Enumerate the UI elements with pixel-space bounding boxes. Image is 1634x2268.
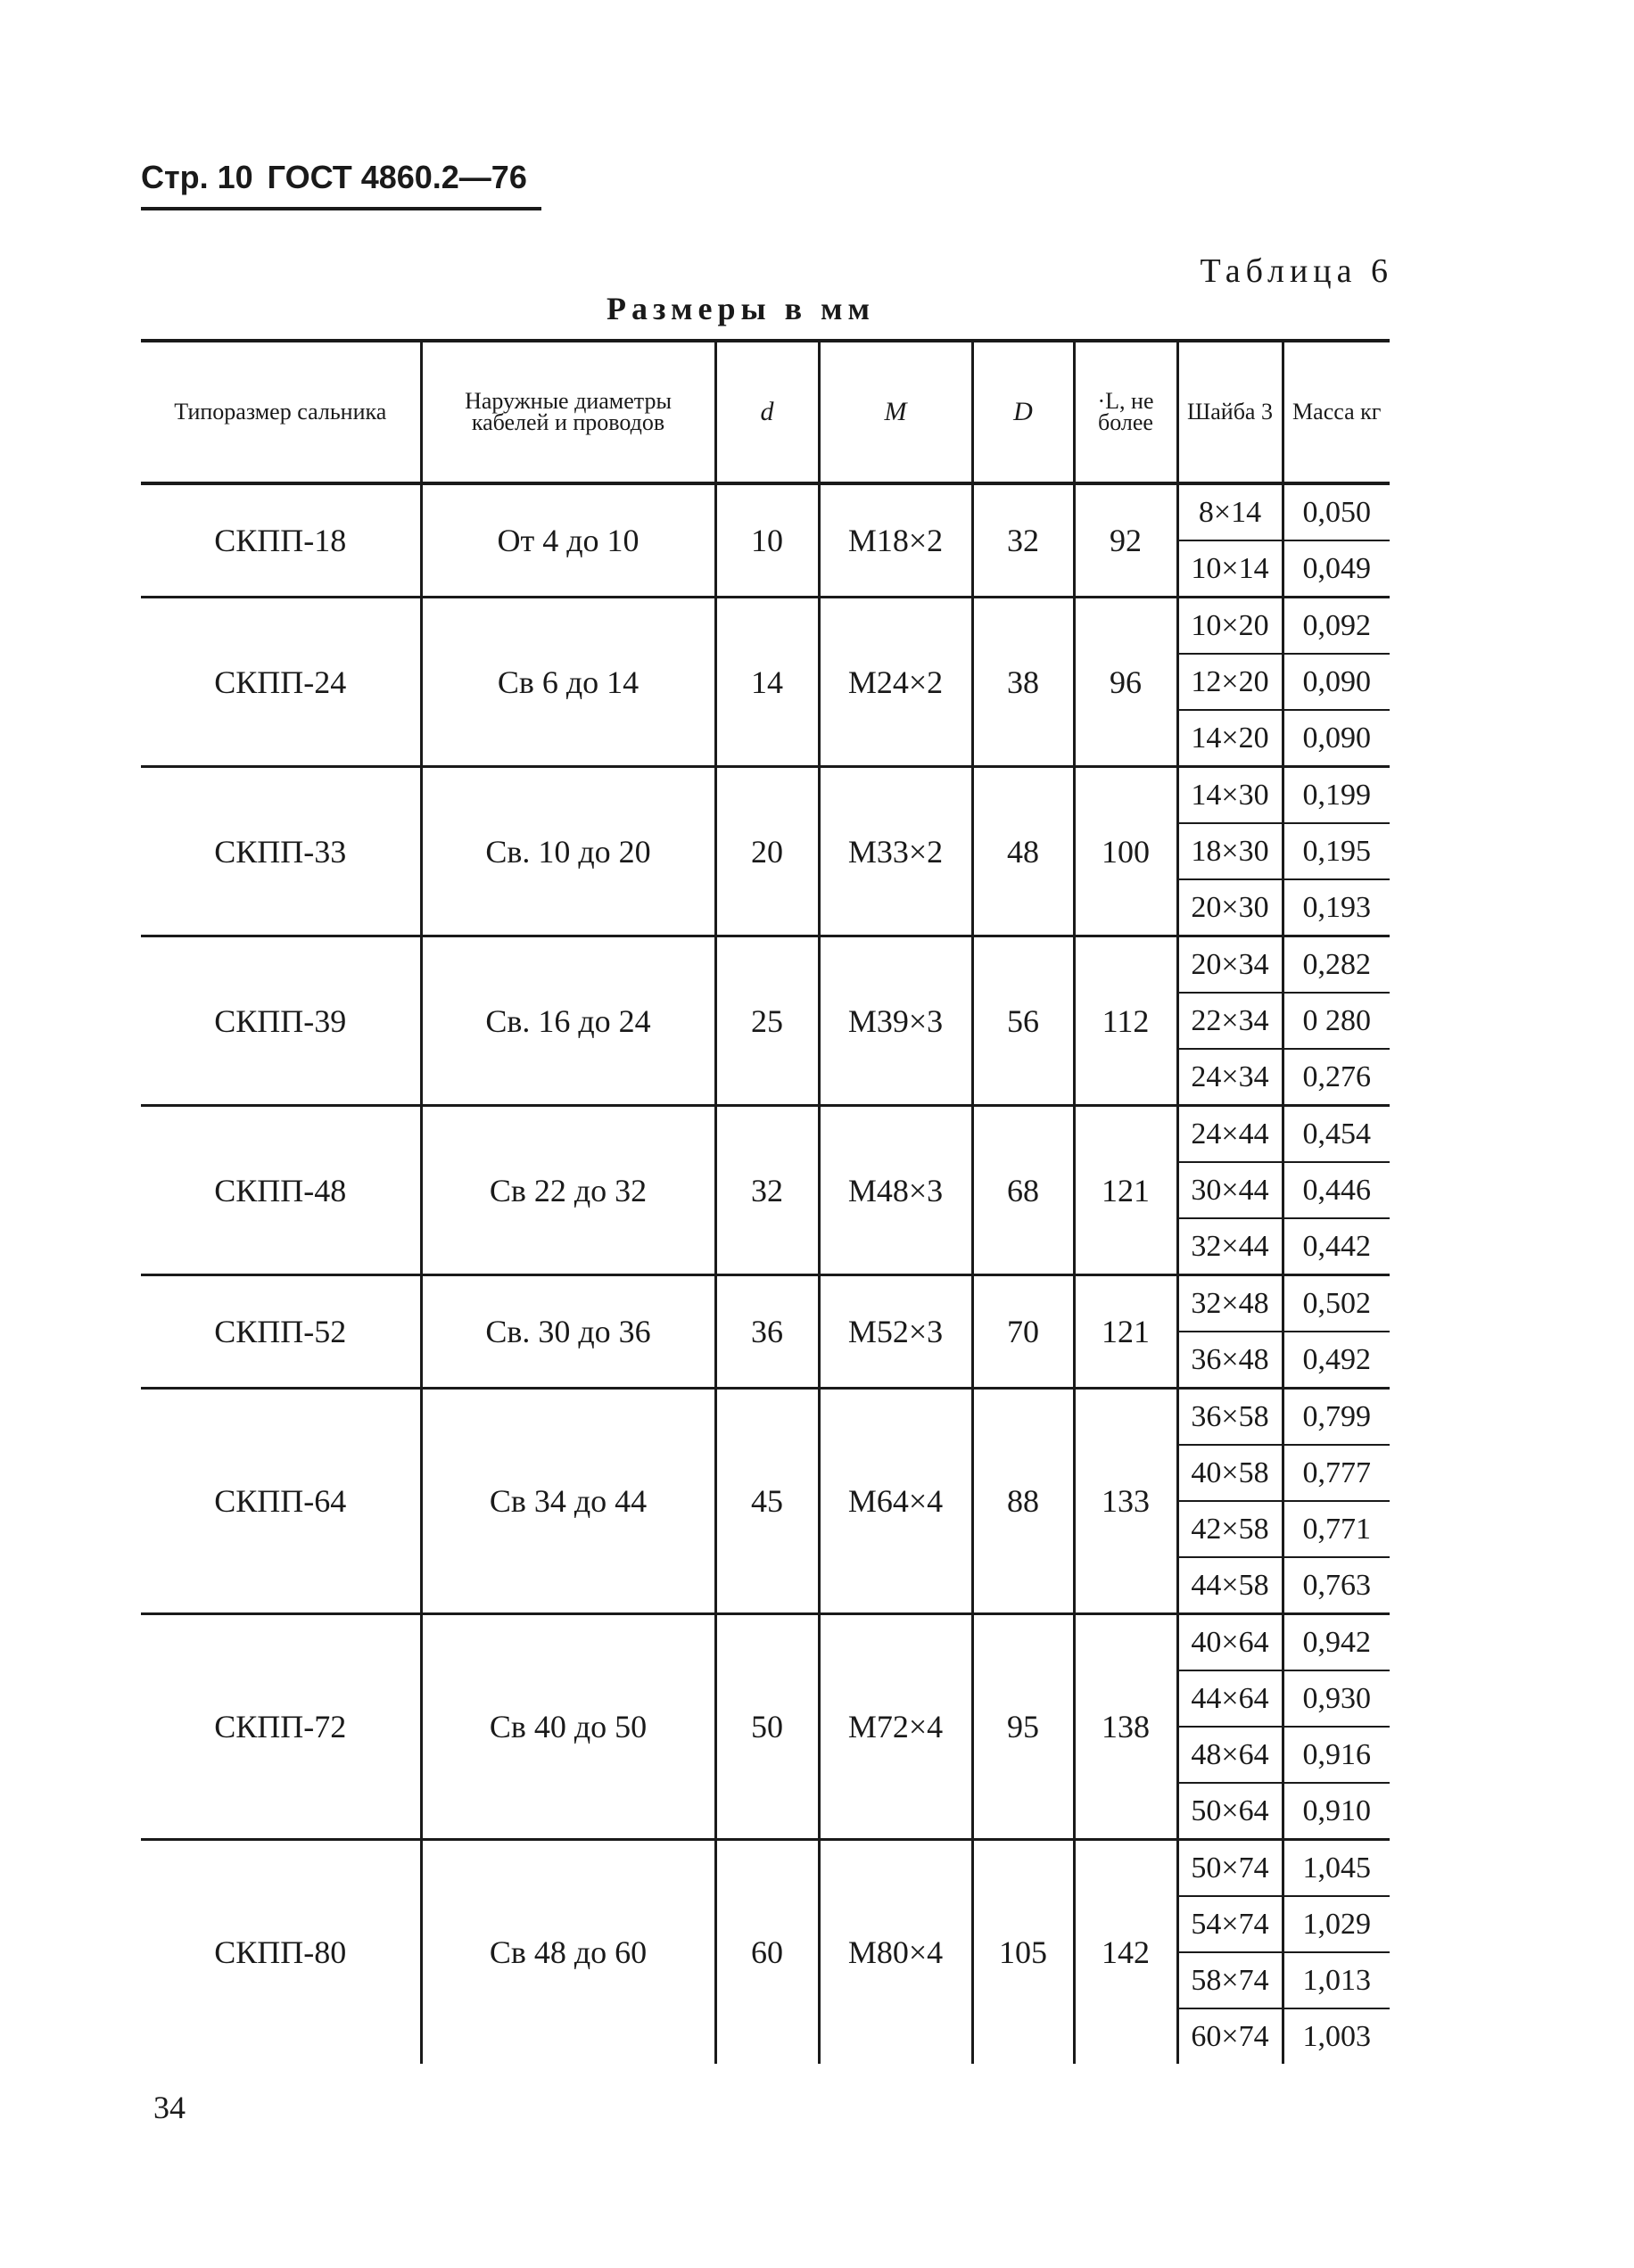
range-cell: Св 22 до 32	[421, 1106, 715, 1275]
washer-cell: 40×64	[1177, 1614, 1283, 1671]
washer-cell: 30×44	[1177, 1162, 1283, 1218]
mass-cell: 0,777	[1283, 1445, 1390, 1501]
mass-cell: 0,195	[1283, 823, 1390, 879]
washer-cell: 24×34	[1177, 1049, 1283, 1106]
mass-cell: 0,049	[1283, 540, 1390, 598]
washer-cell: 32×48	[1177, 1275, 1283, 1332]
size-cell: СКПП-52	[141, 1275, 421, 1389]
thread-cell: M80×4	[819, 1840, 972, 2065]
d-cell: 50	[715, 1614, 819, 1840]
washer-cell: 8×14	[1177, 483, 1283, 540]
page-ref: Стр. 10	[141, 159, 253, 195]
length-cell: 96	[1074, 598, 1177, 767]
range-cell: Св 34 до 44	[421, 1389, 715, 1614]
mass-cell: 0,916	[1283, 1727, 1390, 1783]
washer-cell: 14×30	[1177, 767, 1283, 824]
table-label: Таблица 6	[1200, 252, 1393, 290]
washer-cell: 58×74	[1177, 1952, 1283, 2008]
table-row	[141, 1389, 1390, 1446]
range-cell: От 4 до 10	[421, 483, 715, 598]
table-row	[141, 1106, 1390, 1163]
range-cell: Св 48 до 60	[421, 1840, 715, 2065]
length-cell: 121	[1074, 1275, 1177, 1389]
mass-cell: 1,013	[1283, 1952, 1390, 2008]
washer-cell: 14×20	[1177, 710, 1283, 767]
washer-cell: 50×74	[1177, 1840, 1283, 1897]
d-cell: 45	[715, 1389, 819, 1614]
size-cell: СКПП-80	[141, 1840, 421, 2065]
units-caption: Размеры в мм	[607, 291, 876, 326]
washer-cell: 20×30	[1177, 879, 1283, 936]
D-cell: 32	[972, 483, 1074, 598]
d-cell: 36	[715, 1275, 819, 1389]
mass-cell: 0,771	[1283, 1501, 1390, 1557]
table-row	[141, 936, 1390, 994]
washer-cell: 20×34	[1177, 936, 1283, 994]
d-cell: 10	[715, 483, 819, 598]
length-cell: 133	[1074, 1389, 1177, 1614]
thread-cell: M48×3	[819, 1106, 972, 1275]
mass-cell: 0,763	[1283, 1557, 1390, 1614]
size-cell: СКПП-24	[141, 598, 421, 767]
mass-cell: 0,910	[1283, 1783, 1390, 1840]
D-cell: 38	[972, 598, 1074, 767]
thread-cell: M52×3	[819, 1275, 972, 1389]
thread-cell: M18×2	[819, 483, 972, 598]
range-cell: Св 6 до 14	[421, 598, 715, 767]
mass-cell: 0 280	[1283, 993, 1390, 1049]
washer-cell: 54×74	[1177, 1896, 1283, 1952]
d-cell: 25	[715, 936, 819, 1106]
col-m: M	[819, 341, 972, 483]
D-cell: 48	[972, 767, 1074, 936]
col-washer: Шайба 3	[1177, 341, 1283, 483]
range-cell: Св. 16 до 24	[421, 936, 715, 1106]
table-row	[141, 1275, 1390, 1332]
D-cell: 105	[972, 1840, 1074, 2065]
table-row	[141, 767, 1390, 824]
mass-cell: 0,276	[1283, 1049, 1390, 1106]
mass-cell: 1,029	[1283, 1896, 1390, 1952]
length-cell: 142	[1074, 1840, 1177, 2065]
thread-cell: M64×4	[819, 1389, 972, 1614]
mass-cell: 0,090	[1283, 654, 1390, 710]
washer-cell: 60×74	[1177, 2008, 1283, 2064]
table-row	[141, 483, 1390, 540]
standard-ref: ГОСТ 4860.2—76	[267, 159, 527, 195]
washer-cell: 32×44	[1177, 1218, 1283, 1275]
washer-cell: 22×34	[1177, 993, 1283, 1049]
mass-cell: 0,502	[1283, 1275, 1390, 1332]
mass-cell: 0,090	[1283, 710, 1390, 767]
d-cell: 32	[715, 1106, 819, 1275]
table-body	[141, 483, 1390, 2064]
D-cell: 56	[972, 936, 1074, 1106]
table-row	[141, 1614, 1390, 1671]
length-cell: 121	[1074, 1106, 1177, 1275]
mass-cell: 0,050	[1283, 483, 1390, 540]
washer-cell: 10×14	[1177, 540, 1283, 598]
mass-cell: 1,045	[1283, 1840, 1390, 1897]
size-cell: СКПП-39	[141, 936, 421, 1106]
table-header-row	[141, 341, 1390, 483]
dimensions-table	[141, 339, 1390, 2064]
mass-cell: 0,454	[1283, 1106, 1390, 1163]
table-row	[141, 598, 1390, 655]
mass-cell: 0,930	[1283, 1670, 1390, 1727]
length-cell: 100	[1074, 767, 1177, 936]
page-header	[141, 159, 541, 210]
d-cell: 60	[715, 1840, 819, 2065]
size-cell: СКПП-48	[141, 1106, 421, 1275]
washer-cell: 48×64	[1177, 1727, 1283, 1783]
washer-cell: 12×20	[1177, 654, 1283, 710]
size-cell: СКПП-64	[141, 1389, 421, 1614]
col-diam: Наружные диаметры кабелей и проводов	[421, 341, 715, 483]
length-cell: 92	[1074, 483, 1177, 598]
mass-cell: 1,003	[1283, 2008, 1390, 2064]
d-cell: 20	[715, 767, 819, 936]
range-cell: Св 40 до 50	[421, 1614, 715, 1840]
mass-cell: 0,492	[1283, 1332, 1390, 1389]
washer-cell: 42×58	[1177, 1501, 1283, 1557]
col-l: ·L, не более	[1074, 341, 1177, 483]
d-cell: 14	[715, 598, 819, 767]
range-cell: Св. 30 до 36	[421, 1275, 715, 1389]
washer-cell: 10×20	[1177, 598, 1283, 655]
washer-cell: 36×48	[1177, 1332, 1283, 1389]
D-cell: 68	[972, 1106, 1074, 1275]
page-number: 34	[153, 2090, 186, 2125]
range-cell: Св. 10 до 20	[421, 767, 715, 936]
mass-cell: 0,092	[1283, 598, 1390, 655]
length-cell: 112	[1074, 936, 1177, 1106]
size-cell: СКПП-33	[141, 767, 421, 936]
mass-cell: 0,282	[1283, 936, 1390, 994]
mass-cell: 0,799	[1283, 1389, 1390, 1446]
size-cell: СКПП-18	[141, 483, 421, 598]
mass-cell: 0,199	[1283, 767, 1390, 824]
washer-cell: 36×58	[1177, 1389, 1283, 1446]
mass-cell: 0,446	[1283, 1162, 1390, 1218]
table-row	[141, 1840, 1390, 1897]
col-mass: Масса кг	[1283, 341, 1390, 483]
thread-cell: M33×2	[819, 767, 972, 936]
washer-cell: 50×64	[1177, 1783, 1283, 1840]
col-size: Типоразмер сальника	[141, 341, 421, 483]
thread-cell: M24×2	[819, 598, 972, 767]
washer-cell: 18×30	[1177, 823, 1283, 879]
D-cell: 95	[972, 1614, 1074, 1840]
length-cell: 138	[1074, 1614, 1177, 1840]
washer-cell: 24×44	[1177, 1106, 1283, 1163]
mass-cell: 0,942	[1283, 1614, 1390, 1671]
col-D: D	[972, 341, 1074, 483]
D-cell: 88	[972, 1389, 1074, 1614]
washer-cell: 44×58	[1177, 1557, 1283, 1614]
thread-cell: M72×4	[819, 1614, 972, 1840]
washer-cell: 40×58	[1177, 1445, 1283, 1501]
washer-cell: 44×64	[1177, 1670, 1283, 1727]
col-d: d	[715, 341, 819, 483]
mass-cell: 0,442	[1283, 1218, 1390, 1275]
size-cell: СКПП-72	[141, 1614, 421, 1840]
D-cell: 70	[972, 1275, 1074, 1389]
mass-cell: 0,193	[1283, 879, 1390, 936]
thread-cell: M39×3	[819, 936, 972, 1106]
